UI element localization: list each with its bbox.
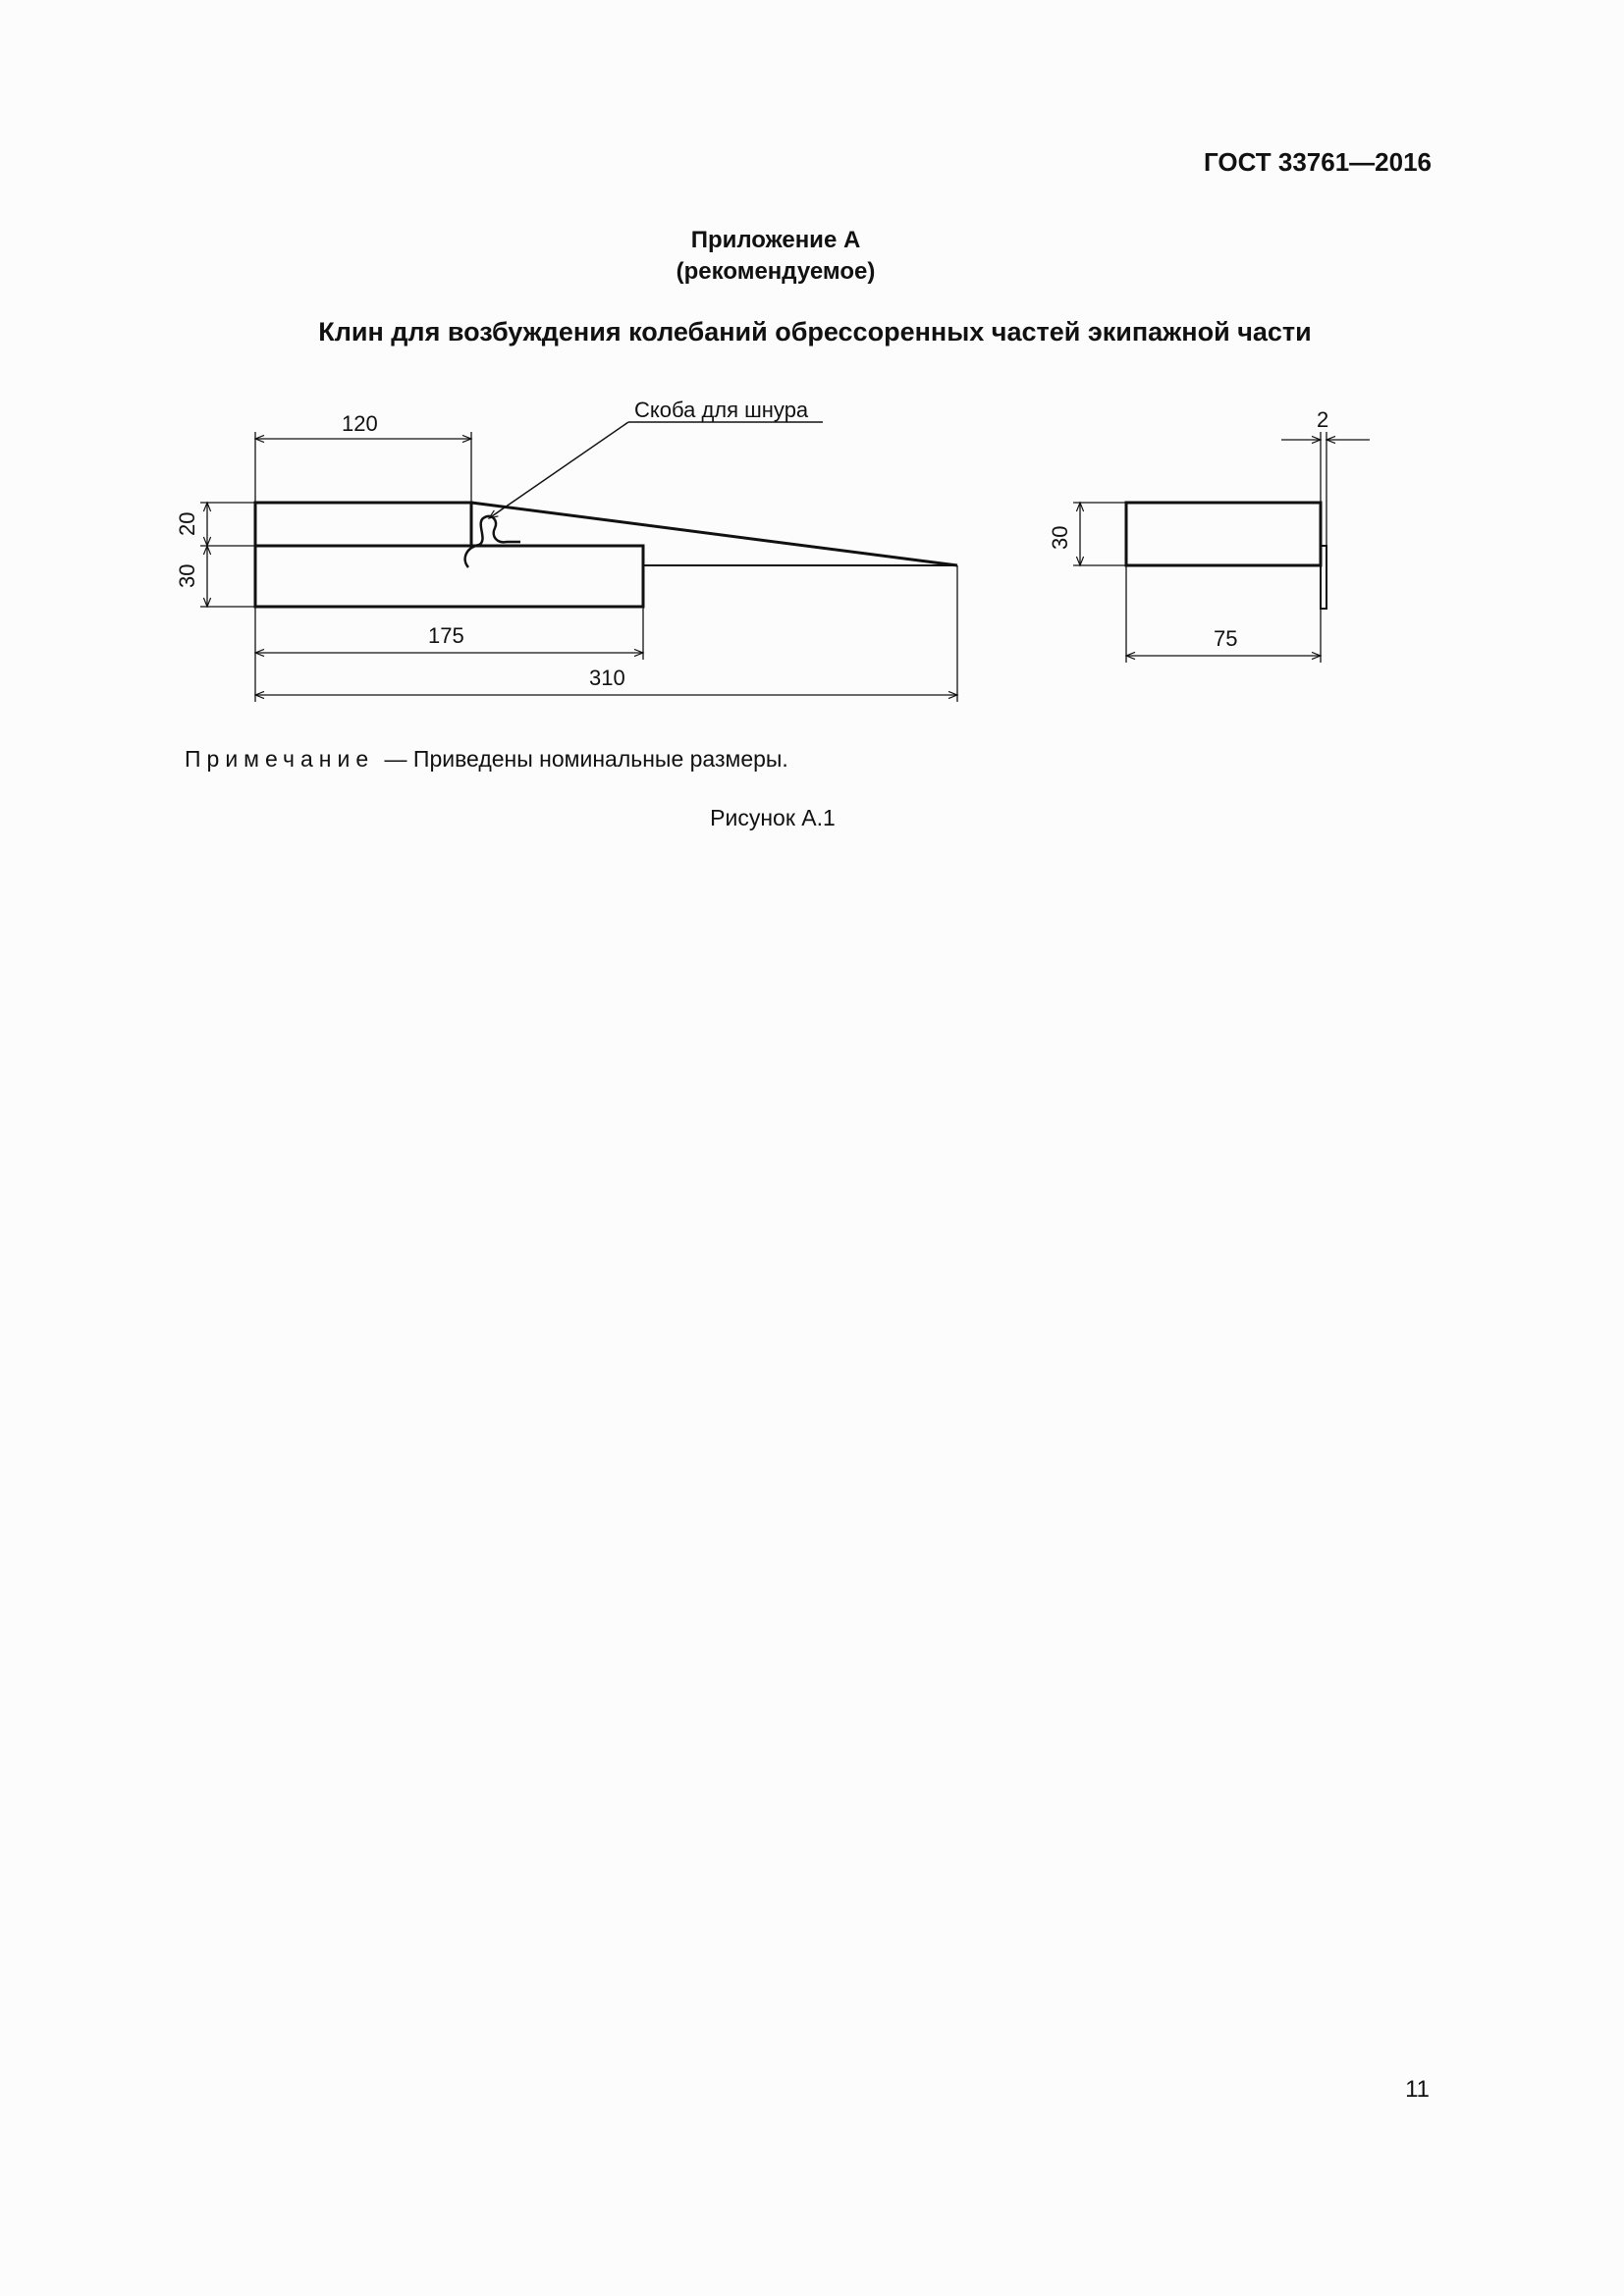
dimension-75-label: 75 xyxy=(1214,626,1238,651)
side-view-plate xyxy=(1321,546,1326,609)
callout-label: Скоба для шнура xyxy=(634,398,809,422)
wedge-upper-block xyxy=(255,503,471,546)
wedge-slope xyxy=(471,503,957,565)
document-title: Клин для возбуждения колебаний обрессоренных частей экипажной части xyxy=(318,317,1312,347)
page-number: 11 xyxy=(1405,2076,1430,2103)
dimension-30-side-label: 30 xyxy=(1048,525,1072,550)
dimension-2-label: 2 xyxy=(1317,407,1329,432)
dimension-175-label: 175 xyxy=(428,623,464,648)
dimension-30-side xyxy=(1073,503,1126,565)
wedge-lower-block xyxy=(255,546,643,607)
cord-bracket xyxy=(465,516,520,567)
dimension-120 xyxy=(255,432,471,503)
dimension-2 xyxy=(1281,432,1370,546)
dimension-30-left-label: 30 xyxy=(175,563,199,588)
dimension-20-label: 20 xyxy=(175,511,199,536)
technical-drawing xyxy=(0,0,1624,746)
callout-leader xyxy=(489,422,823,518)
dimension-310-label: 310 xyxy=(589,666,625,690)
standard-code: ГОСТ 33761—2016 xyxy=(1204,147,1432,177)
figure-caption: Рисунок А.1 xyxy=(710,805,836,830)
wedge-side-view xyxy=(1126,503,1326,609)
note xyxy=(185,746,788,773)
dimension-vertical-left xyxy=(200,503,255,607)
note-text: — Приведены номинальные размеры. xyxy=(384,746,788,772)
appendix-title: Приложение А xyxy=(690,227,861,253)
appendix-status: (рекомендуемое) xyxy=(676,258,876,285)
side-view-body xyxy=(1126,503,1321,565)
note-label: Примечание xyxy=(185,746,375,772)
dimension-120-label: 120 xyxy=(342,411,378,436)
dimension-175 xyxy=(255,607,643,702)
wedge-front-view xyxy=(255,503,957,607)
